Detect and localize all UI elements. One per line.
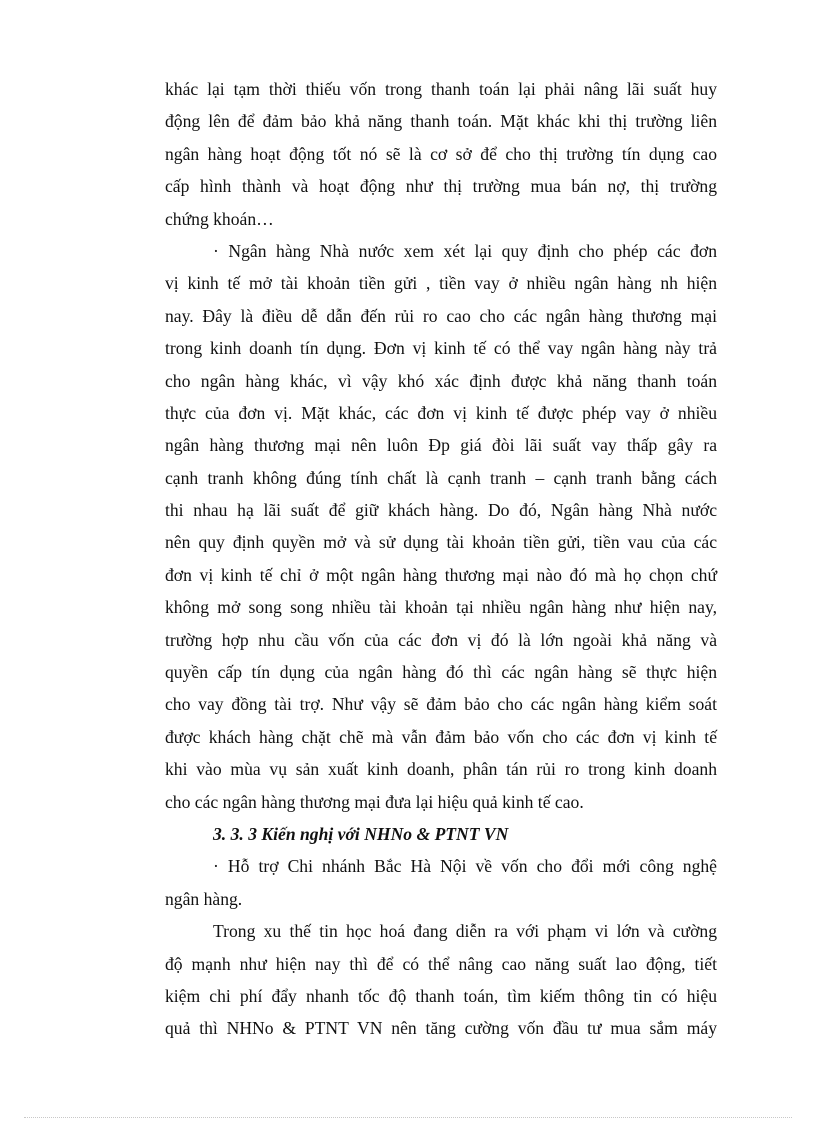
text-line: nay. Đây là điều dễ dẫn đến rủi ro cao cho các ngân hàng thương mại <box>165 305 717 326</box>
text-line: cạnh tranh không đúng tính chất là cạnh tranh – cạnh tranh bằng cách <box>165 467 717 488</box>
text-line: thi nhau hạ lãi suất để giữ khách hàng. Do đó, Ngân hàng Nhà nước <box>165 500 717 521</box>
body-text <box>165 73 717 1045</box>
text-line: độ mạnh như hiện nay thì để có thể nâng cao năng suất lao động, tiết <box>165 953 717 974</box>
text-line: ngân hàng hoạt động tốt nó sẽ là cơ sở để cho thị trường tín dụng cao <box>165 143 717 164</box>
paragraph-first-line: Trong xu thế tin học hoá đang diễn ra với phạm vi lớn và cường <box>213 921 717 942</box>
bullet-line: · Hỗ trợ Chi nhánh Bắc Hà Nội về vốn cho đổi mới công nghệ <box>213 856 717 877</box>
text-line: thực của đơn vị. Mặt khác, các đơn vị kinh tế được phép vay ở nhiều <box>165 402 717 423</box>
text-line: cho vay đồng tài trợ. Như vậy sẽ đảm bảo cho các ngân hàng kiểm soát <box>165 694 717 715</box>
text-line: nên quy định quyền mở và sử dụng tài khoản tiền gửi, tiền vau của các <box>165 532 717 553</box>
text-line: quyền cấp tín dụng của ngân hàng đó thì các ngân hàng sẽ thực hiện <box>165 662 717 683</box>
text-line: trong kinh doanh tín dụng. Đơn vị kinh tế có thể vay ngân hàng này trả <box>165 338 717 359</box>
text-line: chứng khoán… <box>165 208 274 229</box>
text-line: ngân hàng thương mại nên luôn Đp giá đòi lãi suất vay thấp gây ra <box>165 435 717 456</box>
text-line: cho các ngân hàng thương mại đưa lại hiệu quả kinh tế cao. <box>165 791 584 812</box>
bullet-line: · Ngân hàng Nhà nước xem xét lại quy định cho phép các đơn <box>213 240 717 261</box>
text-line: động lên để đảm bảo khả năng thanh toán. Mặt khác khi thị trường liên <box>165 111 717 132</box>
text-line: quả thì NHNo & PTNT VN nên tăng cường vốn đầu tư mua sắm máy <box>165 1018 717 1039</box>
text-line: khác lại tạm thời thiếu vốn trong thanh toán lại phải nâng lãi suất huy <box>165 79 717 99</box>
text-line: cấp hình thành và hoạt động như thị trường mua bán nợ, thị trường <box>165 176 717 197</box>
text-line: cho ngân hàng khác, vì vậy khó xác định được khả năng thanh toán <box>165 370 717 391</box>
text-line: không mở song song nhiều tài khoản tại nhiều ngân hàng như hiện nay, <box>165 597 717 618</box>
page-bottom-border <box>24 1117 792 1118</box>
text-line: được khách hàng chặt chẽ mà vẫn đảm bảo vốn cho các đơn vị kinh tế <box>165 726 717 747</box>
text-line: ngân hàng. <box>165 888 243 909</box>
section-heading: 3. 3. 3 Kiến nghị với NHNo & PTNT VN <box>213 823 509 844</box>
text-line: kiệm chi phí đẩy nhanh tốc độ thanh toán, tìm kiếm thông tin có hiệu <box>165 985 717 1006</box>
text-line: vị kinh tế mở tài khoản tiền gửi , tiền vay ở nhiều ngân hàng nh hiện <box>165 273 717 294</box>
text-line: đơn vị kinh tế chỉ ở một ngân hàng thương mại nào đó mà họ chọn chứ <box>165 564 717 585</box>
text-line: khi vào mùa vụ sản xuất kinh doanh, phân tán rủi ro trong kinh doanh <box>165 759 717 780</box>
text-line: trường hợp nhu cầu vốn của các đơn vị đó là lớn ngoài khả năng và <box>165 629 717 650</box>
